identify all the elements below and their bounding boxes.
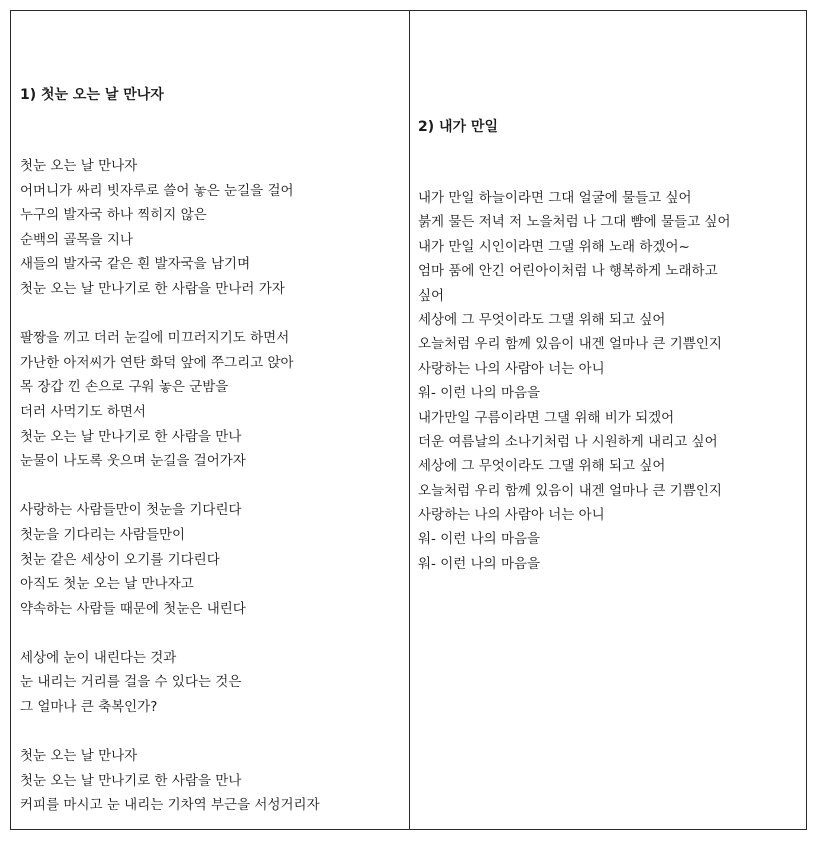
text-line: 첫눈 오는 날 만나기로 한 사람을 만나러 가자 [20,280,285,297]
text-line: 싶어 [418,287,445,304]
stanza-break [20,621,320,646]
text-line: 아직도 첫눈 오는 날 만나자고 [20,576,194,593]
text-line: 더운 여름날의 소나기처럼 나 시원하게 내리고 싶어 [418,433,718,450]
text-line: 첫눈 오는 날 만나기로 한 사람을 만나 [20,772,242,789]
stanza-break [20,474,320,499]
right-song-lines [418,186,730,576]
text-line: 어머니가 싸리 빗자루로 쓸어 놓은 눈길을 걸어 [20,182,294,199]
text-line: 내가 만일 시인이라면 그댈 위해 노래 하겠어~ [418,238,690,255]
text-line: 오늘처럼 우리 함께 있음이 내겐 얼마나 큰 기쁨인지 [418,336,722,353]
stanza-break [20,302,320,327]
text-line: 커피를 마시고 눈 내리는 기차역 부근을 서성거리자 [20,797,320,814]
text-line: 그 얼마나 큰 축복인가? [20,699,158,716]
text-line: 눈물이 나도록 웃으며 눈길을 걸어가자 [20,453,246,470]
text-line: 첫눈 오는 날 만나자 [20,748,138,765]
text-line: 가난한 아저씨가 연탄 화덕 앞에 쭈그리고 앉아 [20,354,294,371]
text-line: 사랑하는 나의 사람아 너는 아니 [418,360,605,377]
text-line: 더러 사먹기도 하면서 [20,403,146,420]
text-line: 오늘처럼 우리 함께 있음이 내겐 얼마나 큰 기쁨인지 [418,482,722,499]
text-line: 워- 이런 나의 마음을 [418,531,541,548]
text-line: 순백의 골목을 지나 [20,231,133,248]
text-line: 붉게 물든 저녁 저 노을처럼 나 그대 뺨에 물들고 싶어 [418,214,731,231]
text-line: 첫눈 오는 날 만나기로 한 사람을 만나 [20,428,242,445]
text-line: 워- 이런 나의 마음을 [418,555,541,572]
text-line: 눈 내리는 거리를 걸을 수 있다는 것은 [20,674,242,691]
text-line: 누구의 발자국 하나 찍히지 않은 [20,207,207,224]
text-line: 워- 이런 나의 마음을 [418,385,541,402]
text-line: 사랑하는 사람들만이 첫눈을 기다린다 [20,502,242,519]
text-line: 사랑하는 나의 사람아 너는 아니 [418,507,605,524]
text-line: 세상에 눈이 내린다는 것과 [20,649,177,666]
stanza-break [20,720,320,745]
text-line: 세상에 그 무엇이라도 그댈 위해 되고 싶어 [418,458,666,475]
lyrics-table [10,10,807,830]
text-line: 첫눈 오는 날 만나자 [20,158,138,174]
column-divider [409,11,410,829]
text-line: 첫눈을 기다리는 사람들만이 [20,526,186,543]
text-line: 내가만일 구름이라면 그댈 위해 비가 되겠어 [418,409,675,426]
right-song-title: 2) 내가 만일 [418,119,498,135]
text-line: 세상에 그 무엇이라도 그댈 위해 되고 싶어 [418,311,666,328]
text-line: 목 장갑 낀 손으로 구워 놓은 군밤을 [20,379,229,396]
text-line: 약속하는 사람들 때문에 첫눈은 내린다 [20,600,246,617]
text-line: 내가 만일 하늘이라면 그대 얼굴에 물들고 싶어 [418,190,692,206]
left-poem-title: 1) 첫눈 오는 날 만나자 [20,87,164,103]
text-line: 새들의 발자국 같은 흰 발자국을 남기며 [20,256,251,273]
left-poem-lines [20,154,320,818]
text-line: 첫눈 같은 세상이 오기를 기다린다 [20,551,220,568]
text-line: 엄마 품에 안긴 어린아이처럼 나 행복하게 노래하고 [418,263,718,280]
text-line: 팔짱을 끼고 더러 눈길에 미끄러지기도 하면서 [20,330,290,347]
